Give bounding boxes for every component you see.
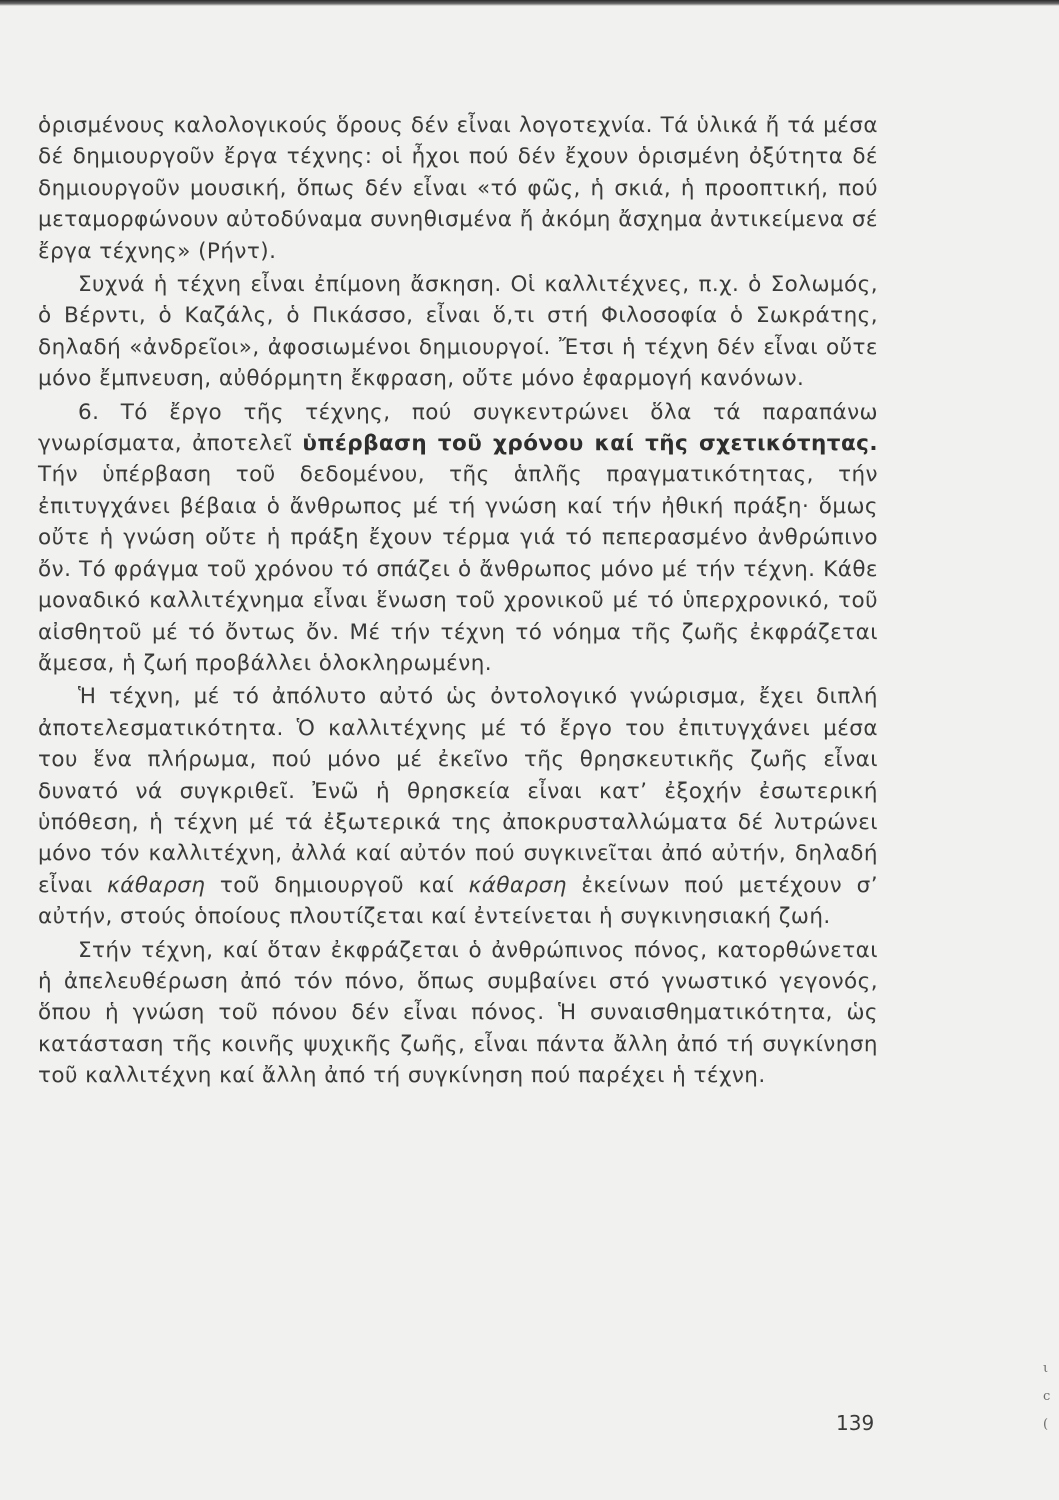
- emphasis-italic-katharsi-2: κάθαρση: [468, 872, 567, 898]
- paragraph-5-text: Στήν τέχνη, καί ὅταν ἐκφράζεται ὁ ἀνθρώπινος πόνος, κατορθώνεται ἡ ἀπελευθέρωση ἀπό τόν πόνο, ὅπως συμβαίνει στό γνωστικό γεγονός, ὅπου ἡ γνώση τοῦ πόνου δέν εἶναι πόνος. Ἡ συναισθηματικότητα, ὡς κατάσταση τῆς κοινῆς ψυχικῆς ζωῆς, εἶναι πάντα ἄλλη ἀπό τή συγκίνηση τοῦ καλλιτέχνη καί ἄλλη ἀπό τή συγκίνηση πού παρέχει ἡ τέχνη.: [38, 937, 878, 1089]
- page-number: 139: [836, 1411, 875, 1435]
- paragraph-3-text-a: 6. Τό ἔργο τῆς τέχνης, πού συγκεντρώνει ὅλα τά παραπάνω γνωρίσματα, ἀποτελεῖ: [38, 399, 878, 457]
- emphasis-italic-katharsi-1: κάθαρση: [107, 872, 206, 898]
- paragraph-2-text: Συχνά ἡ τέχνη εἶναι ἐπίμονη ἄσκηση. Οἱ καλλιτέχνες, π.χ. ὁ Σολωμός, ὁ Βέρντι, ὁ Καζάλς, ὁ Πικάσσο, εἶναι ὅ,τι στή Φιλοσοφία ὁ Σωκράτης, δηλαδή «ἀνδρεῖοι», ἀφοσιωμένοι δημιουργοί. Ἔτσι ἡ τέχνη δέν εἶναι οὔτε μόνο ἔμπνευση, αὐθόρμητη ἔκφραση, οὔτε μόνο ἐφαρμογή κανόνων.: [38, 272, 878, 392]
- paragraph-3-text-b: Τήν ὑπέρβαση τοῦ δεδομένου, τῆς ἁπλῆς πραγματικότητας, τήν ἐπιτυγχάνει βέβαια ὁ ἄνθρωπος μέ τή γνώση καί τήν ἠθική πράξη· ὅμως οὔτε ἡ γνώση οὔτε ἡ πράξη ἔχουν τέρμα γιά τό πεπερασμένο ἀνθρώπινο ὄν. Τό φράγμα τοῦ χρόνου τό σπάζει ὁ ἄνθρωπος μόνο μέ τήν τέχνη. Κάθε μοναδικό καλλιτέχνημα εἶναι ἕνωση τοῦ χρονικοῦ μέ τό ὑπερχρονικό, τοῦ αἰσθητοῦ μέ τό ὄντως ὄν. Μέ τήν τέχνη τό νόημα τῆς ζωῆς ἐκφράζεται ἄμεσα, ἡ ζωή προβάλλει ὁλοκληρωμένη.: [38, 462, 878, 676]
- paragraph-4-text-a: Ἡ τέχνη, μέ τό ἀπόλυτο αὐτό ὡς ὀντολογικό γνώρισμα, ἔχει διπλή ἀποτελεσματικότητα. Ὁ καλλιτέχνης μέ τό ἔργο του ἐπιτυγχάνει μέσα του ἕνα πλήρωμα, πού μόνο μέ ἐκεῖνο τῆς θρησκευτικῆς ζωῆς εἶναι δυνατό νά συγκριθεῖ. Ἐνῶ ἡ θρησκεία εἶναι κατ’ ἐξοχήν ἐσωτερική ὑπόθεση, ἡ τέχνη μέ τά ἐξωτερικά της ἀποκρυσταλλώματα δέ λυτρώνει μόνο τόν καλλιτέχνη, ἀλλά καί αὐτόν πού συγκινεῖται ἀπό αὐτήν, δηλαδή εἶναι: [38, 684, 878, 898]
- paragraph-4-text-b: τοῦ δημιουργοῦ καί: [205, 872, 469, 898]
- margin-mark-1: ι: [1043, 1361, 1049, 1376]
- margin-marks: [1043, 1355, 1057, 1495]
- margin-mark-2: c: [1043, 1389, 1051, 1404]
- paragraph-2: [38, 269, 878, 395]
- paragraph-4-text-c: ἐκείνων πού μετέχουν σ’ αὐτήν, στούς ὁποίους πλουτίζεται καί ἐντείνεται ἡ συγκινησιακή ζωή.: [38, 872, 878, 930]
- emphasis-bold-phrase: ὑπέρβαση τοῦ χρόνου καί τῆς σχετικότητας.: [302, 431, 878, 457]
- body-text: [38, 110, 878, 1092]
- paragraph-5: [38, 935, 878, 1092]
- margin-mark-3: (: [1043, 1417, 1049, 1432]
- paragraph-1-text: ὁρισμένους καλολογικούς ὅρους δέν εἶναι λογοτεχνία. Τά ὑλικά ἤ τά μέσα δέ δημιουργοῦν ἔργα τέχνης: οἱ ἦχοι πού δέν ἔχουν ὁρισμένη ὀξύτητα δέ δημιουργοῦν μουσική, ὅπως δέν εἶναι «τό φῶς, ἡ σκιά, ἡ προοπτική, πού μεταμορφώνουν αὐτοδύναμα συνηθισμένα ἤ ἀκόμη ἄσχημα ἀντικείμενα σέ ἔργα τέχνης» (Ρήντ).: [38, 113, 878, 264]
- paragraph-1: [38, 110, 878, 267]
- paragraph-3: [38, 397, 878, 680]
- scan-top-edge: [0, 0, 1059, 6]
- paragraph-4: [38, 681, 878, 932]
